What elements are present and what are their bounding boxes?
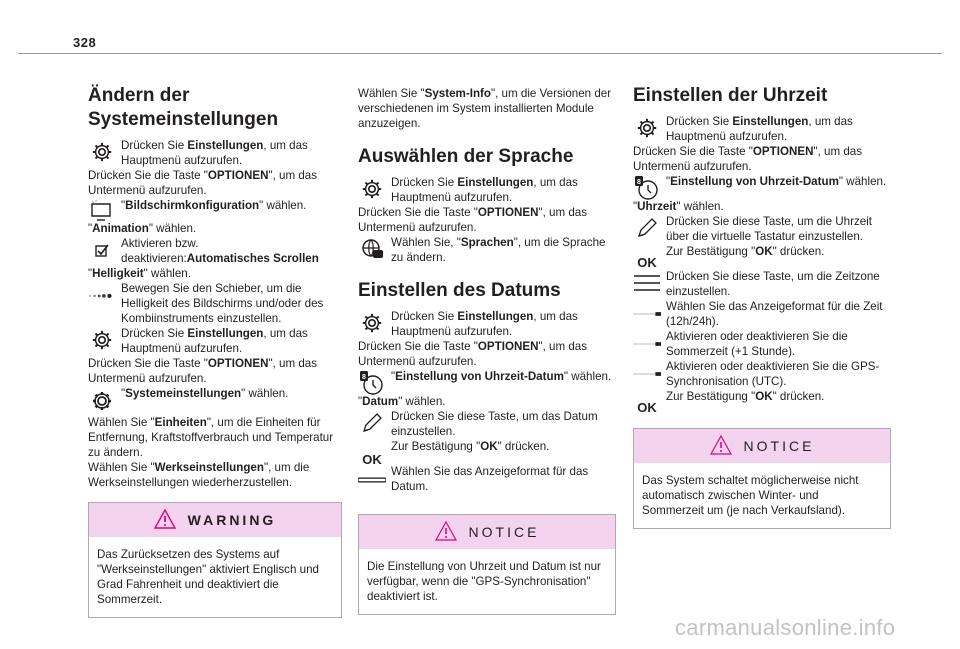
gear-icon <box>88 138 116 166</box>
step-text: "Animation" wählen. <box>88 222 197 235</box>
warning-title: WARNING <box>187 511 277 528</box>
step-text: Aktivieren bzw. deaktivieren:Automatisches Scrollen <box>121 237 319 265</box>
step-text: "Helligkeit" wählen. <box>88 267 191 280</box>
step-text: Zur Bestätigung "OK" drücken. <box>391 440 550 453</box>
step-text: Wählen Sie "Einheiten", um die Einheiten für Entfernung, Kraftstoffverbrauch und Temperatur zu ändern. <box>88 416 334 459</box>
step-text: Wählen Sie "System-Info", um die Versionen der verschiedenen im System installierten Module anzuzeigen. <box>358 87 612 130</box>
step-text: Zur Bestätigung "OK" drücken. <box>666 245 825 258</box>
date-step-time-date <box>358 369 616 384</box>
checkbox-icon <box>88 236 116 264</box>
slider-line-icon <box>633 300 661 328</box>
svg-text:8: 8 <box>637 179 641 186</box>
page-number: 328 <box>73 35 97 50</box>
settings-gears-icon <box>88 386 116 414</box>
gear-icon <box>633 114 661 142</box>
watermark: carmanualsonline.info <box>675 615 896 640</box>
step-text: Zur Bestätigung "OK" drücken. <box>666 390 825 403</box>
time-step-time-date <box>633 174 891 189</box>
slider-line-icon <box>633 330 661 358</box>
step-settings-2 <box>88 326 342 356</box>
warning-triangle-icon <box>710 435 732 458</box>
time-step-ok-2 <box>633 389 891 415</box>
step-brightness <box>88 281 342 326</box>
menu-lines-icon <box>633 269 661 297</box>
header-rule <box>18 53 942 54</box>
time-step-ok <box>633 244 891 270</box>
step-system-settings <box>88 386 342 401</box>
date-step-settings <box>358 309 616 339</box>
column-2 <box>358 86 616 615</box>
step-text: Drücken Sie Einstellungen, um das Hauptmenü aufzurufen. <box>666 115 853 143</box>
notice-text: Die Einstellung von Uhrzeit und Datum ist nur verfügbar, wenn die "GPS-Synchronisation" deaktiviert ist. <box>367 560 601 603</box>
section-title-language: Auswählen der Sprache <box>358 146 574 167</box>
svg-text:8: 8 <box>362 374 366 381</box>
step-text: Drücken Sie die Taste "OPTIONEN", um das Untermenü aufzurufen. <box>633 145 863 173</box>
step-text: Drücken Sie die Taste "OPTIONEN", um das Untermenü aufzurufen. <box>358 206 588 234</box>
step-text: Drücken Sie Einstellungen, um das Hauptmenü aufzurufen. <box>121 139 308 167</box>
step-text: "Datum" wählen. <box>358 395 446 408</box>
step-text: "Einstellung von Uhrzeit-Datum" wählen. <box>666 175 887 188</box>
notice-title: NOTICE <box>743 437 815 454</box>
slider-line-icon <box>633 360 661 388</box>
step-text: Bewegen Sie den Schieber, um die Helligkeit des Bildschirms und/oder des Kombiinstruments einzustellen. <box>121 282 324 325</box>
section-title-system-settings: Ändern der Systemeinstellungen <box>88 85 279 130</box>
step-text: Drücken Sie diese Taste, um die Uhrzeit über die virtuelle Tastatur einzustellen. <box>666 215 872 243</box>
step-text: Drücken Sie die Taste "OPTIONEN", um das Untermenü aufzurufen. <box>88 169 318 197</box>
column-1 <box>88 84 342 618</box>
notice-box-time <box>633 428 891 529</box>
step-text: Wählen Sie, "Sprachen", um die Sprache zu ändern. <box>391 236 606 264</box>
step-text: Drücken Sie Einstellungen, um das Hauptmenü aufzurufen. <box>121 327 308 355</box>
monitor-icon <box>88 198 116 226</box>
column-3 <box>633 84 891 529</box>
brightness-dots-icon <box>88 281 116 309</box>
step-text: Wählen Sie "Werkseinstellungen", um die Werkseinstellungen wiederherzustellen. <box>88 461 310 489</box>
gear-icon <box>358 309 386 337</box>
step-text: Wählen Sie das Anzeigeformat für die Zeit (12h/24h). <box>666 300 883 328</box>
date-step-ok <box>358 439 616 467</box>
lang-step-settings <box>358 175 616 205</box>
step-text: Drücken Sie Einstellungen, um das Hauptmenü aufzurufen. <box>391 176 578 204</box>
gear-icon <box>88 326 116 354</box>
clock-icon <box>358 369 386 397</box>
step-text: Aktivieren oder deaktivieren Sie die GPS-Synchronisation (UTC). <box>666 360 880 388</box>
step-text: Aktivieren oder deaktivieren Sie die Sommerzeit (+1 Stunde). <box>666 330 848 358</box>
pencil-icon <box>358 409 386 437</box>
step-text: Drücken Sie die Taste "OPTIONEN", um das Untermenü aufzurufen. <box>358 340 588 368</box>
step-text: "Systemeinstellungen" wählen. <box>121 387 289 400</box>
time-step-dst <box>633 329 891 359</box>
warning-triangle-icon <box>435 521 457 544</box>
step-display-config <box>88 198 342 213</box>
ok-button-icon: OK <box>362 451 382 467</box>
time-step-settings <box>633 114 891 144</box>
step-text: Drücken Sie diese Taste, um das Datum einzustellen. <box>391 410 598 438</box>
section-title-time: Einstellen der Uhrzeit <box>633 85 828 106</box>
warning-box <box>88 502 342 618</box>
time-step-gps <box>633 359 891 389</box>
warning-text: Das Zurücksetzen des Systems auf "Werkseinstellungen" aktiviert Englisch und Grad Fahrenheit und deaktiviert die Sommerzeit. <box>97 548 319 606</box>
step-text: Drücken Sie Einstellungen, um das Hauptmenü aufzurufen. <box>391 310 578 338</box>
clock-icon <box>633 174 661 202</box>
warning-triangle-icon <box>154 509 176 532</box>
ok-button-icon: OK <box>637 254 657 270</box>
step-text: "Einstellung von Uhrzeit-Datum" wählen. <box>391 370 612 383</box>
section-title-date: Einstellen des Datums <box>358 280 561 301</box>
notice-text: Das System schaltet möglicherweise nicht automatisch zwischen Winter- und Sommerzeit um (je nach Verkaufsland). <box>642 474 859 517</box>
step-text: "Uhrzeit" wählen. <box>633 200 724 213</box>
step-text: Wählen Sie das Anzeigeformat für das Datum. <box>391 465 589 493</box>
gear-icon <box>358 175 386 203</box>
slider-line-icon <box>358 466 386 494</box>
step-auto-scroll <box>88 236 342 266</box>
step-text: Drücken Sie die Taste "OPTIONEN", um das Untermenü aufzurufen. <box>88 357 318 385</box>
time-step-format <box>633 299 891 329</box>
time-step-edit <box>633 214 891 244</box>
ok-button-icon: OK <box>637 399 657 415</box>
notice-title: NOTICE <box>468 523 540 540</box>
language-icon <box>358 235 386 263</box>
date-step-format <box>358 464 616 494</box>
step-text: "Bildschirmkonfiguration" wählen. <box>121 199 307 212</box>
step-text: Drücken Sie diese Taste, um die Zeitzone einzustellen. <box>666 270 880 298</box>
pencil-icon <box>633 214 661 242</box>
step-settings <box>88 138 342 168</box>
lang-step-languages <box>358 235 616 265</box>
date-step-edit <box>358 409 616 439</box>
time-step-zone <box>633 269 891 299</box>
notice-box-date <box>358 514 616 615</box>
